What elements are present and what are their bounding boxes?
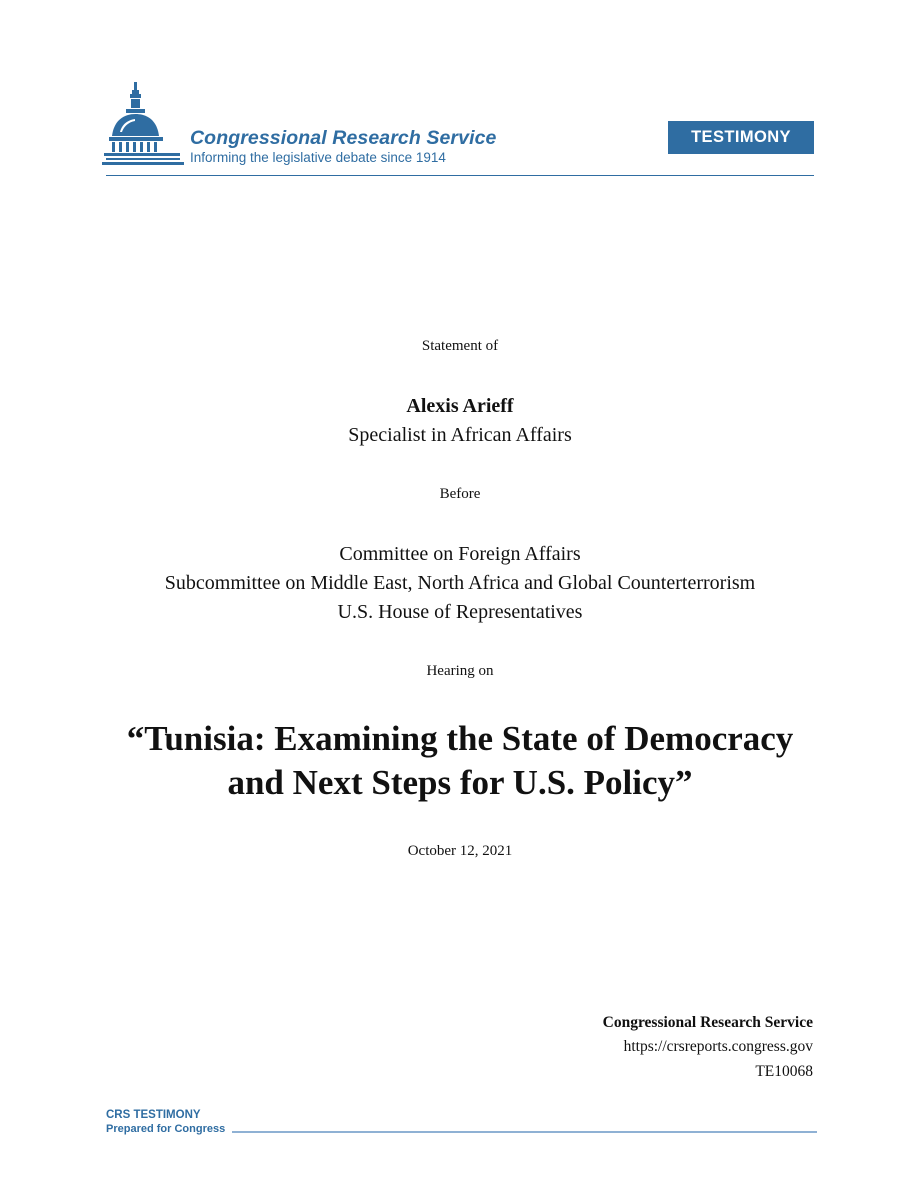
footer-url: https://crsreports.congress.gov: [623, 1038, 813, 1055]
footer-divider: [232, 1131, 817, 1133]
header-divider: [106, 175, 814, 176]
hearing-date: October 12, 2021: [407, 843, 513, 859]
hearing-on-label: Hearing on: [426, 663, 494, 679]
report-id: TE10068: [755, 1063, 813, 1080]
hearing-title-line2: and Next Steps for U.S. Policy”: [227, 763, 693, 802]
org-tagline: Informing the legislative debate since 1914: [190, 150, 446, 165]
before-label: Before: [439, 486, 481, 502]
series-sublabel: Prepared for Congress: [106, 1123, 226, 1135]
capitol-dome-icon: [100, 80, 186, 170]
author-name: Alexis Arieff: [406, 395, 514, 417]
subcommittee-name: Subcommittee on Middle East, North Africa and Global Counterterrorism: [164, 572, 756, 594]
series-label: CRS TESTIMONY: [106, 1109, 201, 1121]
author-title: Specialist in African Affairs: [348, 424, 572, 446]
org-name: Congressional Research Service: [190, 127, 497, 149]
hearing-title-line1: “Tunisia: Examining the State of Democracy: [126, 719, 794, 758]
committee-name: Committee on Foreign Affairs: [339, 543, 581, 565]
footer-org-name: Congressional Research Service: [602, 1014, 813, 1031]
testimony-badge: TESTIMONY: [668, 121, 814, 154]
house-name: U.S. House of Representatives: [337, 601, 583, 623]
statement-of-label: Statement of: [421, 338, 499, 354]
